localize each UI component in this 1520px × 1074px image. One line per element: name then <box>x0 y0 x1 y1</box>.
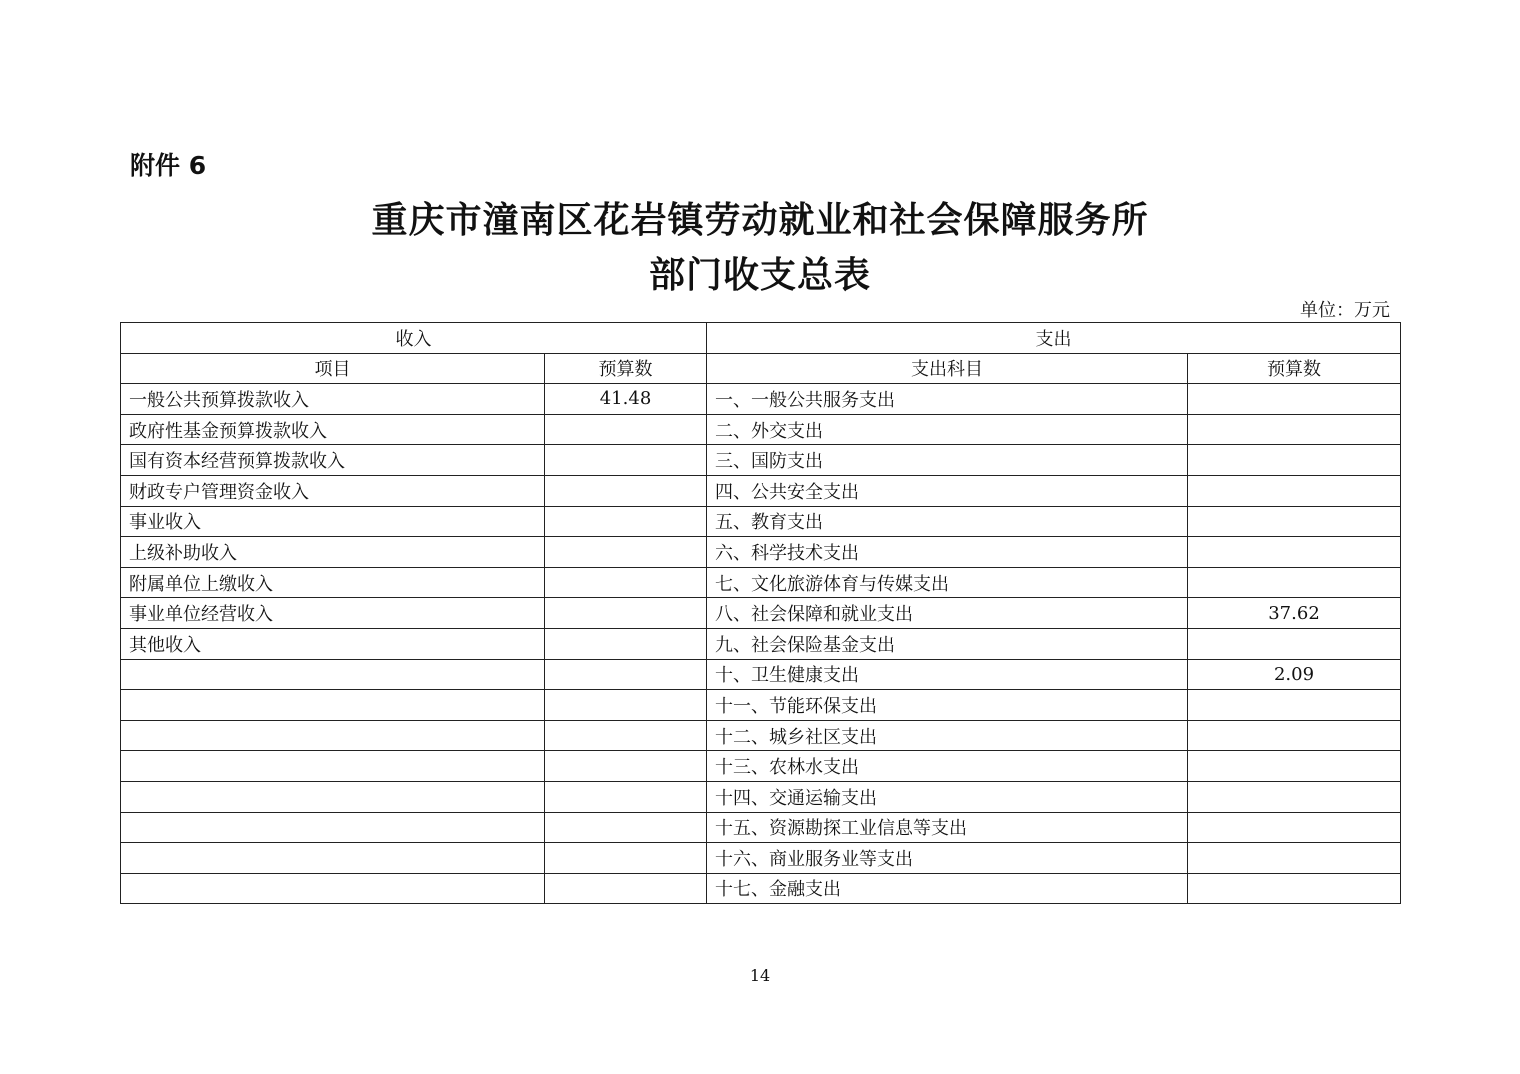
income-item-cell: 政府性基金预算拨款收入 <box>121 414 545 445</box>
expense-group-header: 支出 <box>707 323 1401 354</box>
income-budget-cell <box>545 414 707 445</box>
income-item-cell <box>121 781 545 812</box>
expense-budget-cell <box>1188 384 1401 415</box>
document-title: 重庆市潼南区花岩镇劳动就业和社会保障服务所 <box>371 199 1149 241</box>
income-budget-cell <box>545 537 707 568</box>
expense-budget-cell <box>1188 628 1401 659</box>
table-row <box>121 537 1401 568</box>
income-budget-cell <box>545 751 707 782</box>
income-item-cell <box>121 751 545 782</box>
income-item-header: 项目 <box>121 353 545 384</box>
income-budget-cell <box>545 598 707 629</box>
income-item-cell: 国有资本经营预算拨款收入 <box>121 445 545 476</box>
expense-budget-header: 预算数 <box>1188 353 1401 384</box>
income-budget-cell <box>545 445 707 476</box>
expense-item-cell: 十二、城乡社区支出 <box>707 720 1188 751</box>
income-budget-cell <box>545 475 707 506</box>
table-group-header-row <box>121 323 1401 354</box>
expense-budget-cell <box>1188 873 1401 904</box>
table-row <box>121 659 1401 690</box>
expense-budget-cell <box>1188 720 1401 751</box>
table-row <box>121 384 1401 415</box>
table-row <box>121 690 1401 721</box>
page-number: 14 <box>749 966 771 985</box>
income-budget-cell: 41.48 <box>545 384 707 415</box>
income-budget-cell <box>545 628 707 659</box>
expense-budget-cell <box>1188 414 1401 445</box>
expense-budget-cell <box>1188 475 1401 506</box>
expense-item-cell: 二、外交支出 <box>707 414 1188 445</box>
document-subtitle: 部门收支总表 <box>648 254 871 296</box>
income-budget-cell <box>545 781 707 812</box>
income-item-cell: 财政专户管理资金收入 <box>121 475 545 506</box>
expense-budget-cell <box>1188 445 1401 476</box>
expense-item-cell: 十一、节能环保支出 <box>707 690 1188 721</box>
income-item-cell: 其他收入 <box>121 628 545 659</box>
income-item-cell: 附属单位上缴收入 <box>121 567 545 598</box>
expense-budget-cell <box>1188 537 1401 568</box>
attachment-label: 附件 6 <box>130 151 207 180</box>
table-column-header-row <box>121 353 1401 384</box>
expense-budget-cell <box>1188 567 1401 598</box>
table-row <box>121 873 1401 904</box>
table-row <box>121 843 1401 874</box>
income-budget-cell <box>545 812 707 843</box>
expense-item-cell: 三、国防支出 <box>707 445 1188 476</box>
unit-label: 单位：万元 <box>1300 300 1390 321</box>
expense-budget-cell <box>1188 506 1401 537</box>
income-group-header: 收入 <box>121 323 707 354</box>
income-item-cell: 一般公共预算拨款收入 <box>121 384 545 415</box>
expense-item-cell: 十五、资源勘探工业信息等支出 <box>707 812 1188 843</box>
expense-item-cell: 十四、交通运输支出 <box>707 781 1188 812</box>
budget-table <box>120 322 1401 904</box>
expense-item-cell: 一、一般公共服务支出 <box>707 384 1188 415</box>
expense-item-cell: 七、文化旅游体育与传媒支出 <box>707 567 1188 598</box>
expense-item-cell: 八、社会保障和就业支出 <box>707 598 1188 629</box>
expense-budget-cell <box>1188 751 1401 782</box>
income-budget-cell <box>545 567 707 598</box>
income-item-cell <box>121 659 545 690</box>
income-item-cell <box>121 873 545 904</box>
income-budget-cell <box>545 720 707 751</box>
expense-item-cell: 四、公共安全支出 <box>707 475 1188 506</box>
expense-budget-cell <box>1188 690 1401 721</box>
expense-budget-cell <box>1188 812 1401 843</box>
income-budget-cell <box>545 843 707 874</box>
table-row <box>121 751 1401 782</box>
income-budget-cell <box>545 690 707 721</box>
expense-item-cell: 十三、农林水支出 <box>707 751 1188 782</box>
income-item-cell <box>121 812 545 843</box>
expense-item-cell: 十、卫生健康支出 <box>707 659 1188 690</box>
income-budget-cell <box>545 506 707 537</box>
table-row <box>121 812 1401 843</box>
income-item-cell: 事业单位经营收入 <box>121 598 545 629</box>
expense-item-cell: 六、科学技术支出 <box>707 537 1188 568</box>
table-row <box>121 628 1401 659</box>
income-budget-cell <box>545 659 707 690</box>
income-item-cell <box>121 843 545 874</box>
income-budget-header: 预算数 <box>545 353 707 384</box>
table-row <box>121 506 1401 537</box>
income-item-cell <box>121 720 545 751</box>
table-row <box>121 445 1401 476</box>
expense-item-cell: 九、社会保险基金支出 <box>707 628 1188 659</box>
expense-budget-cell <box>1188 781 1401 812</box>
table-row <box>121 720 1401 751</box>
expense-item-header: 支出科目 <box>707 353 1188 384</box>
income-item-cell: 事业收入 <box>121 506 545 537</box>
expense-budget-cell: 2.09 <box>1188 659 1401 690</box>
income-item-cell <box>121 690 545 721</box>
table-row <box>121 567 1401 598</box>
expense-item-cell: 十六、商业服务业等支出 <box>707 843 1188 874</box>
table-row <box>121 475 1401 506</box>
income-item-cell: 上级补助收入 <box>121 537 545 568</box>
income-budget-cell <box>545 873 707 904</box>
table-row <box>121 598 1401 629</box>
expense-budget-cell: 37.62 <box>1188 598 1401 629</box>
expense-item-cell: 十七、金融支出 <box>707 873 1188 904</box>
expense-item-cell: 五、教育支出 <box>707 506 1188 537</box>
table-row <box>121 781 1401 812</box>
expense-budget-cell <box>1188 843 1401 874</box>
table-row <box>121 414 1401 445</box>
